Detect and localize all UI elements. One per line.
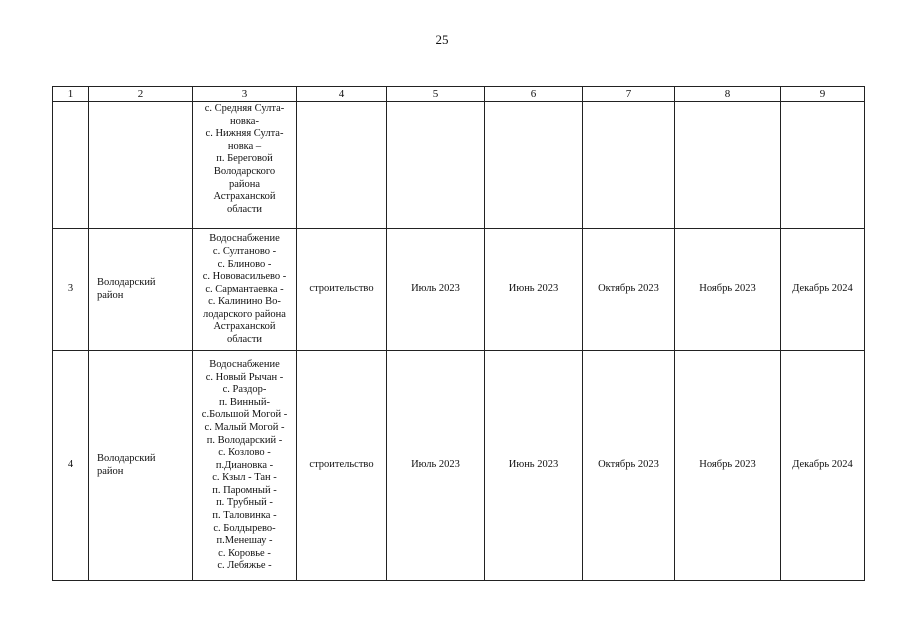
table-row [53,351,865,581]
date-cell: Июнь 2023 [485,351,583,581]
date-cell [583,102,675,229]
date-cell: Июнь 2023 [485,229,583,351]
date-cell: Декабрь 2024 [781,351,865,581]
table-row [53,229,865,351]
work-type-cell: строительство [297,351,387,581]
object-cell: Водоснабжение с. Султаново - с. Блиново - с. Нововасильево - с. Сармантаевка - с. Калинино Во- лодарского района Астраханской области [193,229,297,351]
date-cell [387,102,485,229]
row-number [53,102,89,229]
column-header: 5 [387,87,485,102]
column-header: 8 [675,87,781,102]
row-number: 4 [53,351,89,581]
header-row [53,87,865,102]
work-type-cell: строительство [297,229,387,351]
column-header: 4 [297,87,387,102]
column-header: 7 [583,87,675,102]
page-number: 25 [435,32,449,47]
date-cell: Октябрь 2023 [583,351,675,581]
date-cell [781,102,865,229]
row-number: 3 [53,229,89,351]
object-cell: Водоснабжение с. Новый Рычан - с. Раздор- п. Винный- с.Большой Могой - с. Малый Могой - п. Володарский - с. Козлово - п.Диановка - с. Кзыл - Тан - п. Паромный - п. Трубный - п. Таловинка - с. Болдырево- п.Менешау - с. Коровье - с. Лебяжье - [193,351,297,581]
column-header: 3 [193,87,297,102]
table-row [53,102,865,229]
date-cell: Октябрь 2023 [583,229,675,351]
column-header: 9 [781,87,865,102]
schedule-table [52,86,865,581]
column-header: 2 [89,87,193,102]
date-cell: Декабрь 2024 [781,229,865,351]
work-type-cell [297,102,387,229]
district-cell: Володарский район [89,229,193,351]
date-cell [675,102,781,229]
district-cell: Володарский район [89,351,193,581]
column-header: 1 [53,87,89,102]
date-cell: Ноябрь 2023 [675,229,781,351]
date-cell [485,102,583,229]
date-cell: Июль 2023 [387,351,485,581]
date-cell: Июль 2023 [387,229,485,351]
date-cell: Ноябрь 2023 [675,351,781,581]
object-cell: с. Средняя Султа- новка- с. Нижняя Султа- новка – п. Береговой Володарского района Астраханской области [193,102,297,229]
district-cell [89,102,193,229]
column-header: 6 [485,87,583,102]
